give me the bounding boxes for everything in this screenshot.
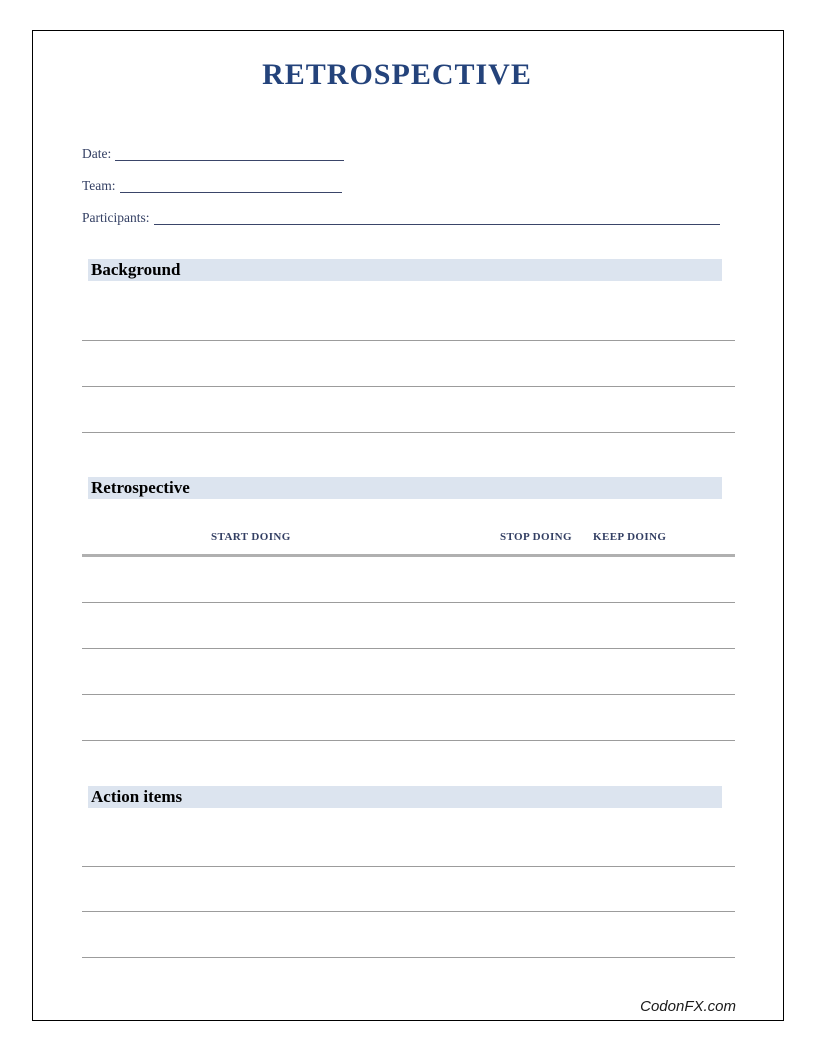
ruled-line[interactable] (82, 602, 735, 603)
table-header-divider (82, 554, 735, 557)
ruled-line[interactable] (82, 386, 735, 387)
section-header-retrospective (88, 477, 722, 499)
ruled-line[interactable] (82, 957, 735, 958)
ruled-line[interactable] (82, 911, 735, 912)
ruled-line[interactable] (82, 866, 735, 867)
participants-field (82, 210, 720, 228)
date-label: Date: (82, 146, 112, 161)
section-title-background: Background (91, 260, 181, 279)
participants-label: Participants: (82, 210, 150, 225)
team-fill-line[interactable] (120, 179, 342, 193)
column-header-keep-doing: KEEP DOING (593, 531, 667, 543)
ruled-line[interactable] (82, 432, 735, 433)
ruled-line[interactable] (82, 740, 735, 741)
document-title: RETROSPECTIVE (262, 58, 532, 91)
section-header-action-items (88, 786, 722, 808)
ruled-line[interactable] (82, 340, 735, 341)
credit-watermark: CodonFX.com (640, 998, 736, 1015)
column-header-stop-doing: STOP DOING (500, 531, 572, 543)
ruled-line[interactable] (82, 648, 735, 649)
date-field (82, 146, 344, 164)
section-title-action-items: Action items (91, 787, 183, 806)
date-fill-line[interactable] (115, 147, 344, 161)
participants-fill-line[interactable] (154, 211, 720, 225)
team-label: Team: (82, 178, 116, 193)
team-field (82, 178, 342, 196)
column-header-start-doing: START DOING (211, 531, 291, 543)
section-title-retrospective: Retrospective (91, 478, 190, 497)
section-header-background (88, 259, 722, 281)
ruled-line[interactable] (82, 694, 735, 695)
